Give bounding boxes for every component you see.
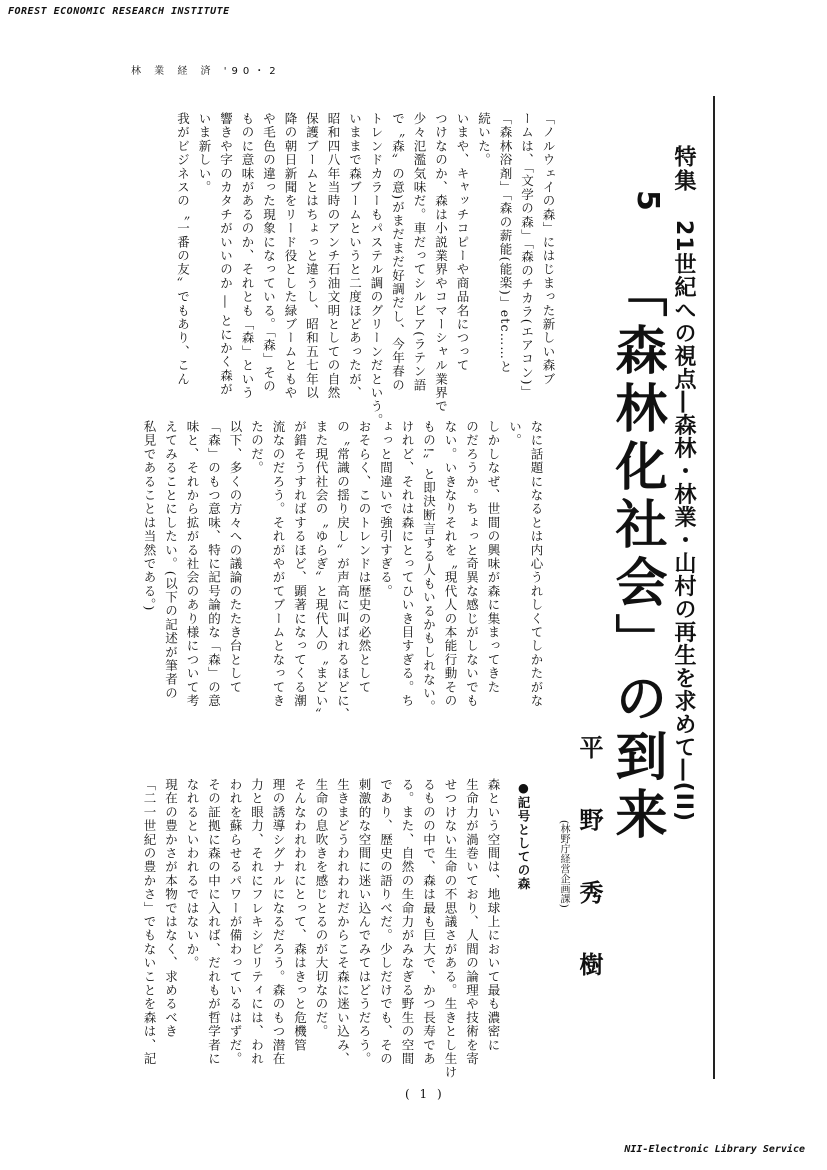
body-line: 現在の豊かさが本物ではなく、求めるべき bbox=[163, 778, 179, 1039]
body-line: のだろうか。ちょっと奇異な感じがしないでも bbox=[464, 420, 480, 708]
body-line: で〝森〟の意)がまだまだ好調だし、今年春の bbox=[390, 112, 406, 393]
body-line: い。 bbox=[507, 420, 523, 448]
section-heading: ●記号としての森 bbox=[516, 780, 531, 891]
body-line: たのだ。 bbox=[249, 420, 265, 475]
body-line: ょっと間違いで強引すぎる。 bbox=[378, 420, 394, 599]
body-line: 森という空間は、地球上において最も濃密に bbox=[486, 778, 501, 1052]
body-line: いまや、キャッチコピーや商品名につって bbox=[455, 112, 470, 373]
body-line: 「森林浴剤」「森の薪能(能楽)」etc……と bbox=[498, 112, 513, 374]
body-bottom-block bbox=[132, 778, 504, 1078]
body-line: が錯そうすればするほど、顕著になってくる潮 bbox=[292, 420, 308, 708]
journal-label: 林 業 経 済 '90・2 bbox=[131, 66, 281, 77]
body-line: 降の朝日新聞をリード役とした緑ブームともや bbox=[283, 112, 298, 400]
body-line: その証拠に森の中に入れば、だれもが哲学者に bbox=[206, 778, 222, 1066]
series-title: 21世紀への視点―森林・林業・山村の再生を求めて―(II) bbox=[671, 220, 696, 823]
body-line: 響きや字のカタチがいいのか ― とにかく森が bbox=[218, 112, 234, 397]
body-line: おそらく、このトレンドは歴史の必然として bbox=[357, 420, 372, 694]
body-line: なれるといわれるではないか。 bbox=[185, 778, 200, 970]
body-line: 「二一世紀の豊かさ」でもないことを森は、記 bbox=[142, 778, 157, 1066]
body-line: や毛色の違った現象になっている。「森」その bbox=[261, 112, 277, 394]
body-line: また現代社会の〝ゆらぎ〟と現代人の〝まどい〟 bbox=[314, 420, 329, 722]
body-line: 刺激的な空間に迷い込んでみてはどうだろう。 bbox=[357, 778, 372, 1066]
body-line: ない。いきなりそれを〝現代人の本能行動その bbox=[443, 420, 458, 708]
body-line: なに話題になるとは内心うれしくてしかたがな bbox=[529, 420, 544, 708]
body-line: であり、歴史の語りべだ。少しだけでも、その bbox=[378, 778, 394, 1066]
body-line: われを蘇らせるパワーが備わっているはずだ。 bbox=[228, 778, 243, 1066]
body-line: えてみることにしたい。(以下の記述が筆者の bbox=[163, 420, 179, 701]
body-line: 私見であることは当然である。) bbox=[142, 420, 157, 612]
body-line: ものに意味があるのか、それとも「森」という bbox=[240, 112, 255, 400]
body-line: 保護ブームとはちょっと違うし、昭和五七年以 bbox=[304, 112, 320, 400]
body-line: 生命の息吹きを感じとるのが大切なのだ。 bbox=[314, 778, 329, 1039]
body-line: 流なのだろう。それがやがてブームとなってき bbox=[271, 420, 286, 708]
body-line: 続いた。 bbox=[476, 112, 492, 167]
author-name: 平 野 秀 樹 bbox=[575, 735, 604, 997]
page-number: ( 1 ) bbox=[405, 1087, 445, 1101]
body-line: しかしなぜ、世間の興味が森に集まってきた bbox=[486, 420, 501, 694]
body-line: 以下、多くの方々への議論のたたき台として bbox=[228, 420, 243, 694]
body-line: 「ノルウェイの森」にはじまった新しい森ブ bbox=[541, 112, 556, 386]
body-line: トレンドカラーもパステル調のグリーンだという。 bbox=[369, 112, 384, 428]
article-number: 5 bbox=[630, 190, 665, 211]
body-line: ームは、「文学の森」「森のチカラ(エアコン)」 bbox=[519, 112, 535, 400]
body-line: もの!〟と即決断言する人もいるかもしれない。 bbox=[421, 420, 437, 714]
body-line: る。また、自然の生命力がみなぎる野生の空間 bbox=[400, 778, 415, 1066]
footer-service: NII-Electronic Library Service bbox=[624, 1144, 805, 1155]
body-line: 生きまどうわれわれだからこそ森に迷い込み、 bbox=[335, 778, 351, 1066]
body-line: 我がビジネスの〝一番の友〟でもあり、こん bbox=[175, 112, 191, 386]
feature-label: 特集 bbox=[671, 145, 696, 193]
body-line: 少々氾濫気味だ。車だってシルビア(ラテン語 bbox=[412, 112, 427, 393]
body-line: いま新しい。 bbox=[197, 112, 212, 195]
body-line: けれど、それは森にとってひいき目すぎる。ち bbox=[400, 420, 415, 708]
article-title: 「森林化社会」の到来 bbox=[606, 265, 667, 845]
title-divider-line bbox=[713, 96, 715, 1079]
body-line: の〝常識の揺り戻し〟が声高に叫ばれるほどに、 bbox=[335, 420, 351, 722]
body-line: 力と眼力、それにフレキシビリティには、われ bbox=[249, 778, 265, 1066]
body-line: せつけない生命の不思議さがある。生きとし生け bbox=[443, 778, 458, 1080]
institute-header: FOREST ECONOMIC RESEARCH INSTITUTE bbox=[8, 6, 230, 17]
body-middle-block bbox=[132, 420, 547, 740]
body-line: 生命力が渦巻いており、人間の論理や技術を寄 bbox=[464, 778, 480, 1066]
body-line: いままで森ブームというと二度ほどあったが、 bbox=[347, 112, 363, 400]
body-line: 昭和四八年当時のアンチ石油文明としての自然 bbox=[326, 112, 341, 400]
author-affiliation: (林野庁経営企画課) bbox=[558, 820, 569, 908]
body-top-block bbox=[139, 112, 559, 428]
body-line: 「森」のもつ意味、特に記号論的な「森」の意 bbox=[206, 420, 222, 708]
body-line: 理の誘導シグナルになるだろう。森のもつ潜在 bbox=[271, 778, 286, 1066]
body-line: そんなわれわれにとって、森はきっと危機管 bbox=[292, 778, 308, 1052]
body-line: つけなのか、森は小説業界やコマーシャル業界で bbox=[433, 112, 449, 414]
body-line: 味と、それから拡がる社会のあり様について考 bbox=[185, 420, 200, 708]
body-line: るものの中で、森は最も巨大で、かつ長寿であ bbox=[421, 778, 437, 1066]
